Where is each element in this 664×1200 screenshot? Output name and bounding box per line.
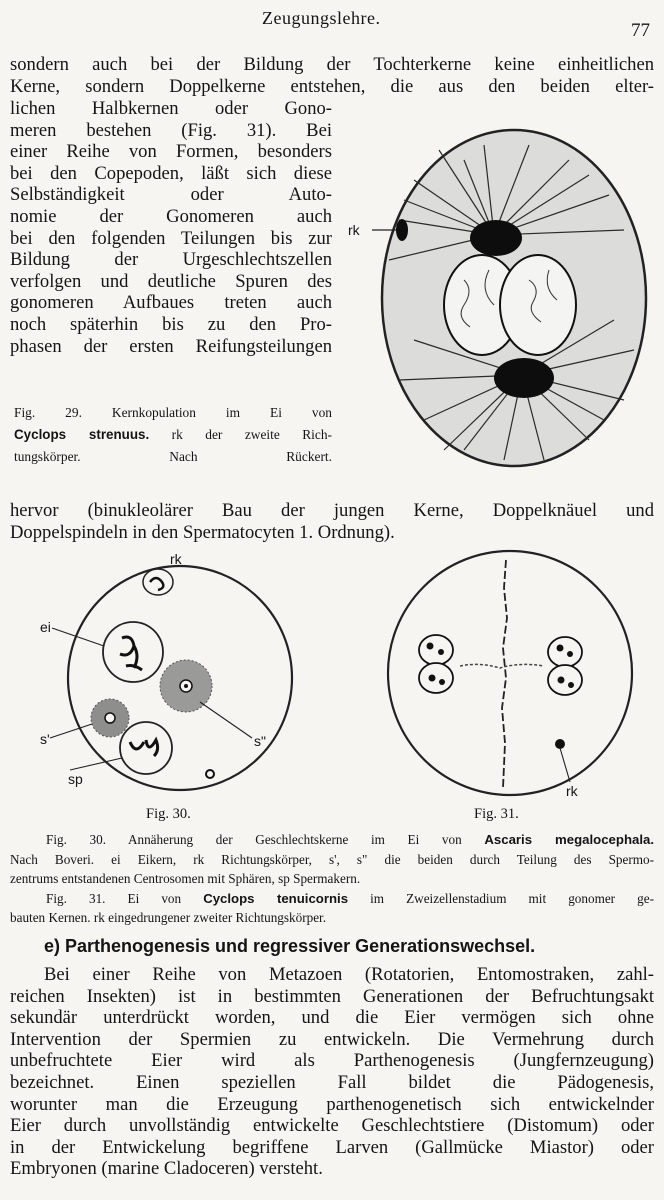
label-rk: rk [170,551,182,567]
text-line: meren bestehen (Fig. 31). Bei [10,119,332,141]
text-line: Embryonen (marine Cladoceren) versteht. [10,1158,323,1180]
caption-line: Nach Boveri. ei Eikern, rk Richtungskörper, s', s" die beiden durch Teilung des Spermo- [10,851,654,867]
text-line: einer Reihe von Formen, besonders [10,141,332,163]
figures-caption [10,830,654,928]
page-number: 77 [631,20,650,41]
label-sp: sp [68,771,83,787]
polar-body [396,219,408,241]
paragraph-continuation [10,500,654,543]
polar-body [143,569,173,595]
text-line: verfolgen und deutliche Spuren des [10,270,332,292]
caption-line: Cyclops strenuus. rk der zweite Rich- [14,427,332,442]
text-line: bezeichnet. Einen speziellen Fall bildet die Pädogenesis, [10,1071,654,1093]
paragraph-narrow-column [10,98,332,357]
sperm-nucleus [120,722,172,774]
fig31-title: Fig. 31. [474,806,519,822]
fig30-illustration [30,548,320,798]
text-line: noch späterhin bis zu den Pro- [10,313,332,335]
text-line: lichen Halbkernen oder Gono- [10,98,332,119]
fig31-illustration [380,548,664,800]
text-line: Intervention der Spermien zu entwickeln. Die Vermehrung durch [10,1028,654,1050]
text-line: sekundär unterdrückt worden, und die Eier vermögen sich ohne [10,1007,654,1029]
text-line: Doppelspindeln in den Spermatocyten 1. Ordnung). [10,521,395,543]
paragraph-intro [10,54,654,97]
label-s2: s" [254,733,266,749]
text-line: reichen Insekten) ist in bestimmten Generationen der Befruchtungsakt [10,985,654,1007]
section-heading: e) Parthenogenesis und regressiver Generationswechsel. [44,936,536,956]
caption-line: zentrums entstandenen Centrosomen mit Sphären, sp Spermakern. [10,871,361,886]
nucleus-pair-left [419,635,453,693]
text-line: nomie der Gonomeren auch [10,205,332,227]
text-line: phasen der ersten Reifungsteilungen [10,335,332,357]
text-line: Kerne, sondern Doppelkerne entstehen, die aus den beiden elter- [10,75,654,97]
species-name: Cyclops strenuus. [14,427,150,442]
text-line: Bei einer Reihe von Metazoen (Rotatorien, Entomostraken, zahl- [44,964,654,985]
text-line: Selbständigkeit oder Auto- [10,184,332,206]
text-line: bei den Copepoden, läßt sich diese [10,162,332,184]
gonomere-right [500,255,576,355]
fig30-title: Fig. 30. [146,806,191,822]
text-line: hervor (binukleolärer Bau der jungen Kerne, Doppelknäuel und [10,500,654,521]
label-ei: ei [40,619,51,635]
fig29-caption [14,402,332,468]
fig29-illustration [344,120,664,480]
centrosome-top [470,220,522,256]
egg-nucleus [103,622,163,682]
caption-line: tungskörper. Nach Rückert. [14,449,332,464]
label-rk: rk [348,222,360,238]
caption-line: Fig. 31. Ei von Cyclops tenuicornis im Zweizellenstadium mit gonomer ge- [46,890,654,906]
running-head: Zeugungslehre. [262,8,381,28]
label-rk: rk [566,783,578,799]
text-line: gonomeren Aufbaues treten auch [10,292,332,314]
division-plane [502,560,507,788]
text-line: unbefruchtete Eier wird als Parthenogenesis (Jungfernzeugung) [10,1050,654,1072]
centrosome-bottom [494,358,554,398]
caption-line: Fig. 29. Kernkopulation im Ei von [14,405,332,420]
text-line: Eier durch unvollständig entwickelte Geschlechtstiere (Distomum) oder [10,1115,654,1137]
caption-line: bauten Kernen. rk eingedrungener zweiter Richtungskörper. [10,910,327,925]
text-line: worunter man die Erzeugung parthenogenetisch sich entwickelnder [10,1093,654,1115]
nucleus-pair-right [548,637,582,695]
text-line: sondern auch bei der Bildung der Tochterkerne keine einheitlichen [10,54,654,75]
polar-body [555,739,565,749]
text-line: Bildung der Urgeschlechtszellen [10,249,332,271]
caption-line: Fig. 30. Annäherung der Geschlechtskerne im Ei von Ascaris megalocephala. [46,832,655,847]
species-name: Cyclops tenuicornis [203,890,349,906]
page-header [0,6,664,41]
label-s: s' [40,731,50,747]
text-line: in der Entwickelung begriffene Larven (Gallmücke Miastor) oder [10,1136,654,1158]
section-body [10,964,654,1180]
text-line: bei den folgenden Teilungen bis zur [10,227,332,249]
species-name: Ascaris megalocephala. [484,832,655,847]
